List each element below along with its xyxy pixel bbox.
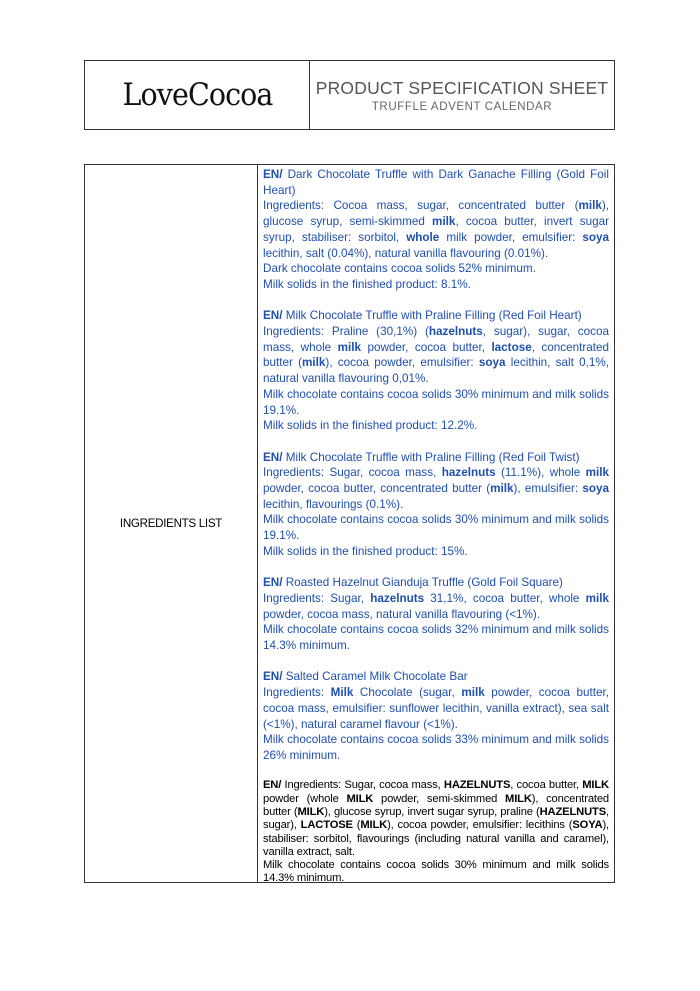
ingredient-text: powder, cocoa butter, cocoa mass, emulsifier: sunflower lecithin, vanilla extract), sea salt (<1%), natural caramel flavour (<1%). [263,686,609,731]
allergen-text: milk [461,686,485,700]
allergen-text: MILK [360,819,388,832]
ingredient-text: ), concentrated butter ( [263,792,609,818]
brand-logo: LoveCocoa [122,77,272,113]
header-table [84,60,615,130]
ingredient-text: Ingredients: Sugar, cocoa mass, [281,779,444,792]
allergen-text: milk [578,199,602,213]
allergen-text: LACTOSE [300,819,353,832]
product-block [263,575,609,654]
allergen-text: milk [302,356,326,370]
product-name-text: Milk Chocolate Truffle with Praline Filling (Red Foil Heart) [282,309,582,323]
allergen-text: hazelnuts [428,325,483,339]
product-block [263,450,609,560]
language-prefix: EN/ [263,450,283,464]
ingredient-text: ), emulsifier: [513,482,583,496]
document-subtitle: TRUFFLE ADVENT CALENDAR [371,100,553,113]
product-block [263,669,609,763]
allergen-text: milk [432,215,456,229]
combined-note: Milk chocolate contains cocoa solids 30% minimum and milk solids 14.3% minimum. [263,859,609,885]
allergen-text: Milk [330,686,354,700]
product-name [263,167,609,198]
product-note: Milk chocolate contains cocoa solids 32% minimum and milk solids 14.3% minimum. [263,623,609,653]
product-note: Milk solids in the finished product: 8.1%. [263,277,471,291]
product-name-text: Salted Caramel Milk Chocolate Bar [282,670,468,684]
allergen-text: milk [585,466,609,480]
product-name [263,575,609,591]
product-ingredients [263,685,609,732]
combined-ingredients [263,779,609,859]
ingredient-text: , cocoa butter, [510,779,583,792]
allergen-text: soya [582,230,610,244]
product-name-text: Roasted Hazelnut Gianduja Truffle (Gold Foil Square) [282,576,563,590]
ingredient-text: Ingredients: Praline (30,1%) ( [263,325,429,339]
allergen-text: HAZELNUTS [443,779,511,792]
ingredient-text: , sugar), sugar, cocoa mass, whole [263,325,609,354]
product-note: Milk solids in the finished product: 15%. [263,544,468,558]
allergen-text: MILK [297,805,325,818]
product-ingredients [263,465,609,512]
ingredient-text: powder, cocoa butter, [361,340,492,354]
logo-cell [85,61,310,129]
language-prefix: EN/ [263,168,283,181]
product-note: Milk chocolate contains cocoa solids 33% minimum and milk solids 26% minimum. [263,733,609,762]
ingredients-list-label: INGREDIENTS LIST [119,517,223,530]
allergen-text: milk [490,482,514,496]
document-title: PRODUCT SPECIFICATION SHEET [315,77,609,98]
product-name [263,450,609,466]
product-ingredients [263,324,609,387]
ingredient-text: Chocolate (sugar, [353,686,462,700]
product-name [263,669,609,685]
product-block [263,167,609,293]
product-block [263,308,609,434]
ingredient-text: lecithin, flavourings (0.1%). [263,497,404,511]
ingredient-text: Ingredients: Cocoa mass, sugar, concentrated butter ( [263,199,579,213]
language-prefix: EN/ [263,670,283,684]
ingredient-text: ), glucose syrup, semi-skimmed [263,199,609,229]
ingredient-text: , cocoa butter, invert sugar syrup, stabiliser: sorbitol, [263,215,609,244]
title-cell [310,61,614,129]
allergen-text: whole [406,230,440,244]
product-ingredients [263,198,609,261]
allergen-text: MILK [505,792,532,805]
ingredient-text: , sugar), [263,805,609,832]
allergen-text: SOYA [572,819,603,832]
allergen-text: milk [337,340,362,354]
allergen-text: MILK [582,779,609,792]
combined-ingredients-block [263,779,609,885]
ingredients-content-cell [258,165,614,885]
product-note: Milk chocolate contains cocoa solids 30% minimum and milk solids 19.1%. [263,387,609,417]
specification-table [84,164,615,883]
allergen-text: MILK [346,792,374,805]
ingredient-text: ), glucose syrup, invert sugar syrup, praline ( [324,805,540,818]
product-ingredients [263,591,609,622]
ingredient-text: lecithin, salt 0,1%, natural vanilla flavouring 0,01%. [263,356,609,386]
product-note: Milk solids in the finished product: 12.2%. [263,419,478,433]
label-cell [85,165,258,882]
ingredient-text: 31,1%, cocoa butter, whole [424,591,586,605]
ingredient-text: , concentrated butter ( [263,340,609,370]
product-name-text: Dark Chocolate Truffle with Dark Ganache Filling (Gold Foil Heart) [263,168,609,197]
allergen-text: EN/ [263,779,282,792]
ingredient-text: ), cocoa powder, emulsifier: [325,356,479,370]
allergen-text: hazelnuts [370,591,425,605]
ingredient-text: milk powder, emulsifier: [439,230,583,244]
ingredient-text: Ingredients: [263,686,331,700]
ingredient-text: ), stabiliser: sorbitol, flavourings (including natural vanilla and caramel), vanilla extract, salt. [263,819,609,858]
ingredient-text: Ingredients: Sugar, cocoa mass, [263,466,442,480]
ingredient-text: powder, semi-skimmed [373,792,506,805]
ingredient-text: (11.1%), whole [495,466,586,480]
ingredient-text: ( [352,819,361,832]
language-prefix: EN/ [263,309,283,323]
allergen-text: soya [478,356,506,370]
allergen-text: HAZELNUTS [539,805,607,818]
product-name-text: Milk Chocolate Truffle with Praline Filling (Red Foil Twist) [282,450,580,464]
product-note: Dark chocolate contains cocoa solids 52% minimum. [263,262,536,276]
allergen-text: milk [585,591,609,605]
product-note: Milk chocolate contains cocoa solids 30% minimum and milk solids 19.1%. [263,513,609,543]
product-name [263,308,609,324]
allergen-text: lactose [491,340,532,354]
ingredient-text: powder, cocoa butter, concentrated butter ( [263,482,491,496]
ingredient-text: powder (whole [263,792,347,805]
ingredient-text: powder, cocoa mass, natural vanilla flavouring (<1%). [263,607,541,621]
language-prefix: EN/ [263,576,283,590]
ingredient-text: ), cocoa powder, emulsifier: lecithins ( [387,819,573,832]
ingredient-text: Ingredients: Sugar, [263,591,371,605]
allergen-text: hazelnuts [441,466,496,480]
allergen-text: soya [582,482,609,496]
ingredient-text: lecithin, salt (0.04%), natural vanilla flavouring (0.01%). [263,246,549,260]
